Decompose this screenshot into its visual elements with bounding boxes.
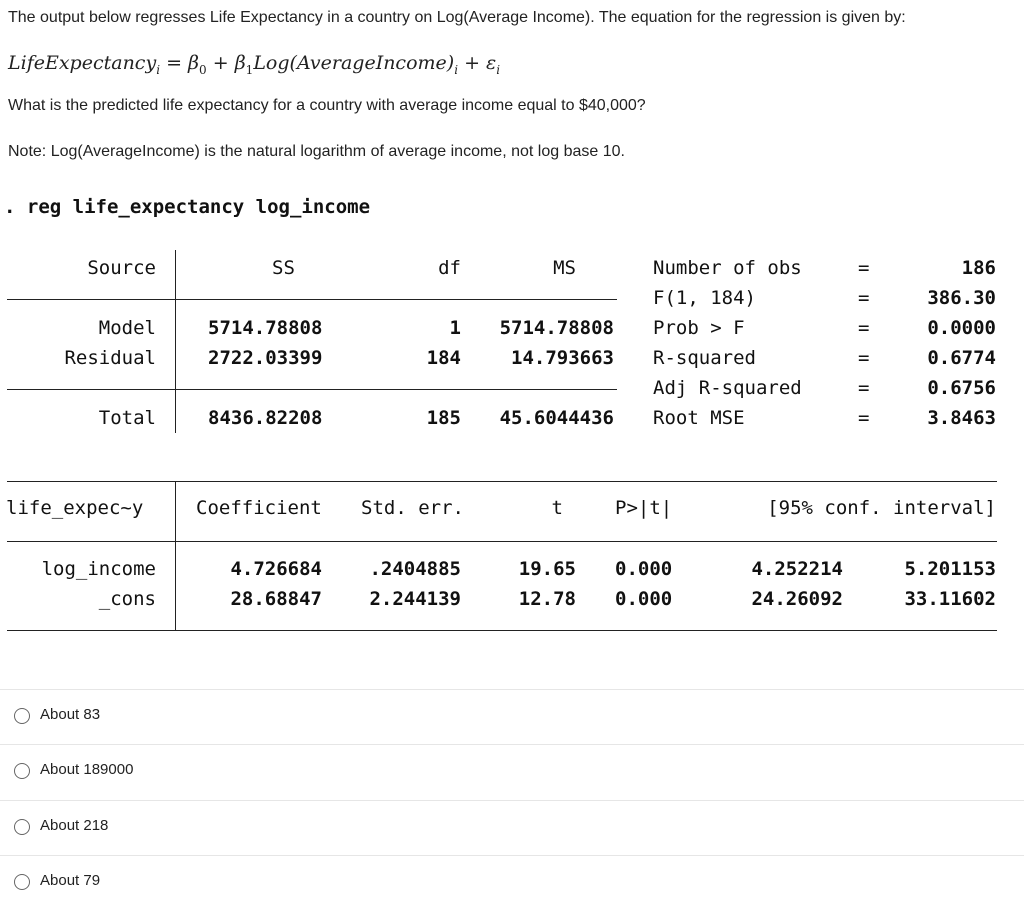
anova-row-residual-ms: 14.793663 (511, 347, 614, 369)
radio-button-4[interactable] (14, 874, 30, 890)
stat-label-f: F(1, 184) (653, 287, 756, 309)
coef-row-cons-p: 0.000 (615, 588, 673, 610)
radio-button-3[interactable] (14, 819, 30, 835)
anova-row-total-df: 185 (426, 407, 461, 429)
anova-header-source: Source (87, 257, 156, 279)
stat-value-probf: 0.0000 (927, 317, 996, 339)
anova-row-model-df: 1 (449, 317, 461, 339)
stat-label-adjr2: Adj R-squared (653, 377, 802, 399)
answer-option-3-label: About 218 (40, 817, 109, 834)
question-prompt: What is the predicted life expectancy for a country with average income equal to $40,000? (8, 97, 646, 114)
answer-option-4-label: About 79 (40, 872, 101, 889)
coef-row-log-income-t: 19.65 (518, 558, 576, 580)
anova-header-ms: MS (553, 257, 576, 279)
coef-row-cons-lo: 24.26092 (751, 588, 843, 610)
question-note: Note: Log(AverageIncome) is the natural logarithm of average income, not log base 10. (8, 143, 625, 160)
stat-label-r2: R-squared (653, 347, 756, 369)
coef-row-cons-t: 12.78 (518, 588, 576, 610)
stat-value-adjr2: 0.6756 (927, 377, 996, 399)
radio-button-1[interactable] (14, 708, 30, 724)
anova-rule-top (7, 299, 617, 300)
stat-value-rmse: 3.8463 (927, 407, 996, 429)
anova-row-residual-df: 184 (426, 347, 461, 369)
stat-value-r2: 0.6774 (927, 347, 996, 369)
coef-rule-top (7, 481, 997, 482)
coef-row-log-income-coef: 4.726684 (230, 558, 322, 580)
stat-label-nobs: Number of obs (653, 257, 802, 279)
stat-label-probf: Prob > F (653, 317, 745, 339)
coef-header-p: P>|t| (615, 497, 673, 519)
stat-eq-f: = (858, 287, 870, 309)
anova-row-total-ss: 8436.82208 (208, 407, 323, 429)
coef-row-cons-hi: 33.11602 (904, 588, 996, 610)
coef-row-log-income-p: 0.000 (615, 558, 673, 580)
stat-eq-nobs: = (858, 257, 870, 279)
answer-option-1[interactable] (0, 689, 1024, 745)
coef-row-log-income-var: log_income (41, 558, 156, 580)
stat-eq-probf: = (858, 317, 870, 339)
coef-header-t: t (551, 497, 563, 519)
anova-divider (175, 250, 176, 433)
answer-option-3[interactable] (0, 800, 1024, 856)
answer-option-2[interactable] (0, 744, 1024, 800)
anova-header-ss: SS (272, 257, 295, 279)
answer-option-2-label: About 189000 (40, 761, 134, 778)
answer-option-1-label: About 83 (40, 706, 101, 723)
anova-header-df: df (438, 257, 461, 279)
anova-row-model-ms: 5714.78808 (499, 317, 614, 339)
eq-lhs: LifeExpectancy (8, 52, 157, 74)
coef-header-var: life_expec~y (6, 497, 144, 519)
radio-button-2[interactable] (14, 763, 30, 779)
coef-row-log-income-se: .2404885 (369, 558, 461, 580)
stat-value-f: 386.30 (927, 287, 996, 309)
stat-eq-adjr2: = (858, 377, 870, 399)
coef-divider (175, 481, 176, 631)
coef-row-log-income-hi: 5.201153 (904, 558, 996, 580)
answer-option-4[interactable] (0, 855, 1024, 911)
coef-row-cons-var: _cons (98, 588, 156, 610)
stat-value-nobs: 186 (961, 257, 996, 279)
anova-row-total-source: Total (98, 407, 156, 429)
coef-header-se: Std. err. (361, 497, 464, 519)
anova-row-residual-source: Residual (64, 347, 156, 369)
anova-row-model-ss: 5714.78808 (208, 317, 323, 339)
anova-row-residual-ss: 2722.03399 (208, 347, 323, 369)
coef-rule-bottom (7, 630, 997, 631)
stat-label-rmse: Root MSE (653, 407, 745, 429)
coef-rule-mid (7, 541, 997, 542)
anova-row-total-ms: 45.6044436 (499, 407, 614, 429)
anova-row-model-source: Model (98, 317, 156, 339)
coef-row-cons-se: 2.244139 (369, 588, 461, 610)
coef-row-cons-coef: 28.68847 (230, 588, 322, 610)
coef-row-log-income-lo: 4.252214 (751, 558, 843, 580)
anova-rule-total (7, 389, 617, 390)
coef-header-ci: [95% conf. interval] (767, 497, 996, 519)
stata-command: . reg life_expectancy log_income (4, 196, 371, 218)
stat-eq-r2: = (858, 347, 870, 369)
coef-header-coef: Coefficient (196, 497, 322, 519)
stat-eq-rmse: = (858, 407, 870, 429)
question-intro: The output below regresses Life Expectancy in a country on Log(Average Income). The equation for the regression is given by: (8, 9, 906, 26)
regression-equation: LifeExpectancy$_i$ = $\beta_0$ + $\beta_1Log(AverageIncome)_i + \varepsilon_i$ (8, 52, 501, 77)
